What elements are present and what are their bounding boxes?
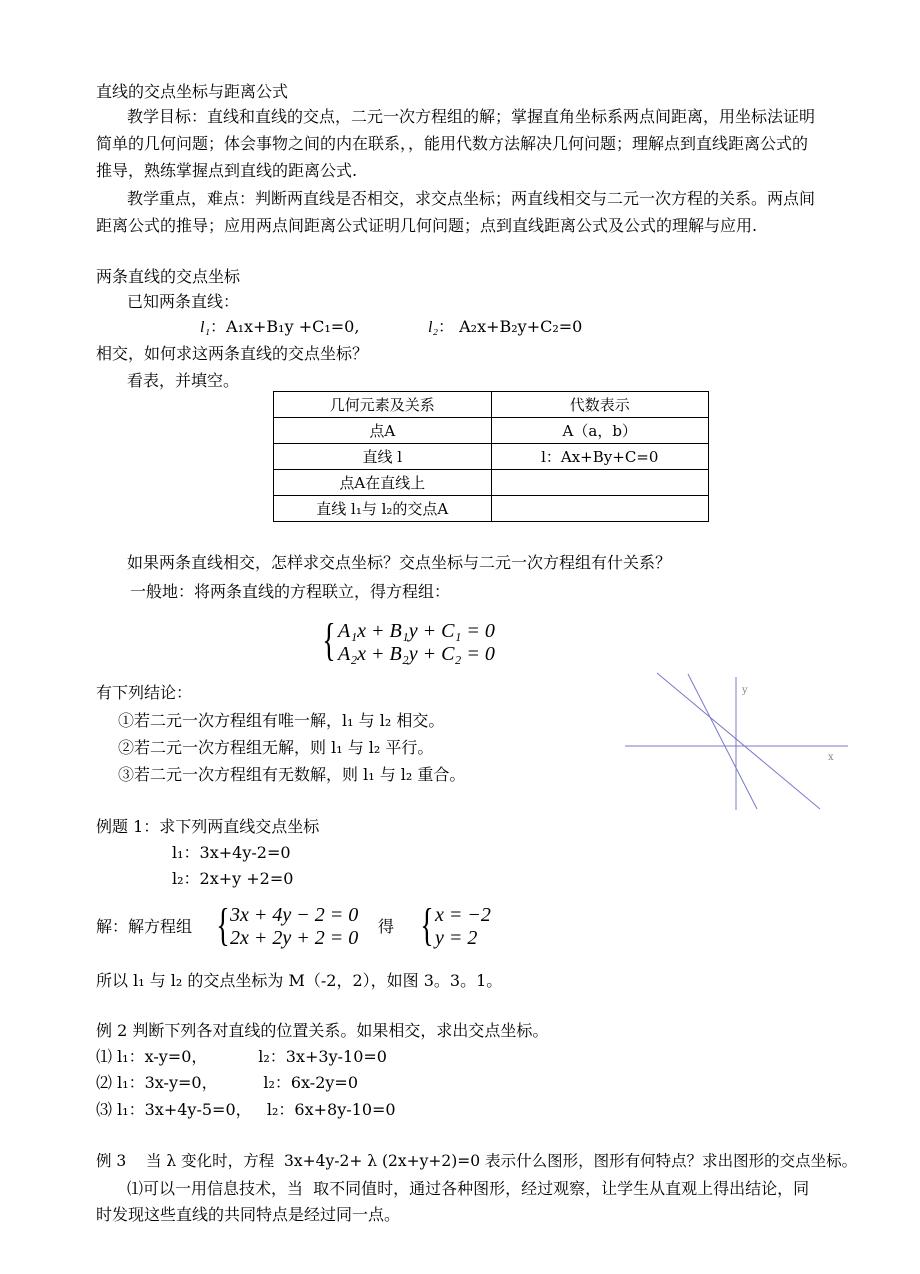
- equation-system: [230, 904, 358, 950]
- eq: ：A₁x+B₁y +C₁=0,: [210, 317, 360, 336]
- cell: 点A: [274, 418, 492, 444]
- cell[interactable]: [491, 470, 709, 496]
- conclusion: ②若二元一次方程组无解，则 l₁ 与 l₂ 平行。: [118, 738, 434, 757]
- text: 一般地：将两条直线的方程联立，得方程组：: [130, 582, 451, 601]
- cell: 点A在直线上: [274, 470, 492, 496]
- table-row: [274, 418, 709, 444]
- example1-title: 例题 1：求下列两直线交点坐标: [96, 817, 320, 836]
- x-axis-label: x: [828, 752, 834, 763]
- text: 如果两条直线相交，怎样求交点坐标？交点坐标与二元一次方程组有什关系？: [127, 553, 672, 572]
- brace: {: [322, 614, 336, 665]
- example1-l2: l₂：2x+y +2=0: [172, 869, 294, 888]
- l2-label: l₂: [428, 319, 439, 336]
- example2-item: ⑴ l₁：x-y=0， l₂：3x+3y-10=0: [96, 1047, 387, 1066]
- focus-line: 距离公式的推导；应用两点间距离公式证明几何问题；点到直线距离公式及公式的理解与应用.: [96, 216, 758, 235]
- example3-title: 例 3 当 λ 变化时，方程 3x+4y-2+ λ (2x+y+2)=0 表示什么图形，图形有何特点？求出图形的交点坐标。: [96, 1152, 858, 1170]
- cell: A（a，b）: [491, 418, 709, 444]
- cell: 直线 l₁与 l₂的交点A: [274, 496, 492, 522]
- cell: 几何元素及关系: [274, 392, 492, 418]
- table-row: [274, 444, 709, 470]
- text: 已知两条直线：: [127, 292, 240, 311]
- cell[interactable]: [491, 496, 709, 522]
- cell: 直线 l: [274, 444, 492, 470]
- goal-line: 推导，熟练掌握点到直线的距离公式.: [96, 161, 358, 180]
- eq: ： A₂x+B₂y+C₂=0: [438, 317, 583, 336]
- intersection-graph: [620, 660, 860, 820]
- text: 有下列结论：: [96, 683, 193, 702]
- conclusion: ③若二元一次方程组有无数解，则 l₁ 与 l₂ 重合。: [118, 765, 466, 784]
- example1-answer: 所以 l₁ 与 l₂ 的交点坐标为 M（-2，2），如图 3。3。1。: [96, 971, 503, 990]
- solution: [435, 904, 491, 950]
- line-l2-eq: [428, 317, 582, 338]
- brace: {: [420, 899, 434, 950]
- table-row: [274, 470, 709, 496]
- doc-title: 直线的交点坐标与距离公式: [96, 82, 289, 101]
- brace: {: [216, 899, 230, 950]
- equation: A₁x + B₁y + C₁ = 0: [338, 620, 495, 642]
- y-axis-label: y: [742, 685, 748, 696]
- get-label: 得: [378, 917, 395, 936]
- focus-line: 教学重点，难点：判断两直线是否相交，求交点坐标；两直线相交与二元一次方程的关系。两点间: [127, 189, 816, 208]
- section-heading: 两条直线的交点坐标: [96, 267, 241, 286]
- text: 看表，并填空。: [127, 371, 240, 390]
- example3-para: 时发现这些直线的共同特点是经过同一点。: [96, 1205, 401, 1224]
- cell: 代数表示: [491, 392, 709, 418]
- equation: 2x + 2y + 2 = 0: [230, 927, 359, 949]
- l1-label: l₁: [200, 319, 211, 336]
- example2-title: 例 2 判断下列各对直线的位置关系。如果相交，求出交点坐标。: [96, 1021, 549, 1040]
- equation-system: [338, 620, 495, 666]
- goal-line: 简单的几何问题；体会事物之间的内在联系，，能用代数方法解决几何问题；理解点到直线距离公式的: [96, 134, 809, 153]
- example2-item: ⑵ l₁：3x-y=0， l₂：6x-2y=0: [96, 1073, 359, 1092]
- equation: A₂x + B₂y + C₂ = 0: [338, 643, 495, 665]
- solve-label: 解：解方程组: [96, 917, 193, 936]
- equation: 3x + 4y − 2 = 0: [230, 904, 359, 926]
- table-header: [274, 392, 709, 418]
- line-l1: [657, 673, 820, 809]
- line-l1-eq: [200, 317, 359, 338]
- equation: x = −2: [435, 904, 491, 926]
- conclusion: ①若二元一次方程组有唯一解，l₁ 与 l₂ 相交。: [118, 711, 445, 730]
- example2-item: ⑶ l₁：3x+4y-5=0， l₂：6x+8y-10=0: [96, 1100, 396, 1119]
- goal-line: 教学目标：直线和直线的交点，二元一次方程组的解；掌握直角坐标系两点间距离，用坐标法证明: [127, 107, 816, 126]
- example3-para: ⑴可以一用信息技术，当 取不同值时，通过各种图形，经过观察，让学生从直观上得出结论，同: [127, 1179, 810, 1198]
- cell: l：Ax+By+C=0: [491, 444, 709, 470]
- equation: y = 2: [435, 927, 478, 949]
- example1-l1: l₁：3x+4y-2=0: [172, 843, 291, 862]
- text: 相交，如何求这两条直线的交点坐标？: [96, 344, 369, 363]
- relation-table: [273, 391, 709, 522]
- table-row: [274, 496, 709, 522]
